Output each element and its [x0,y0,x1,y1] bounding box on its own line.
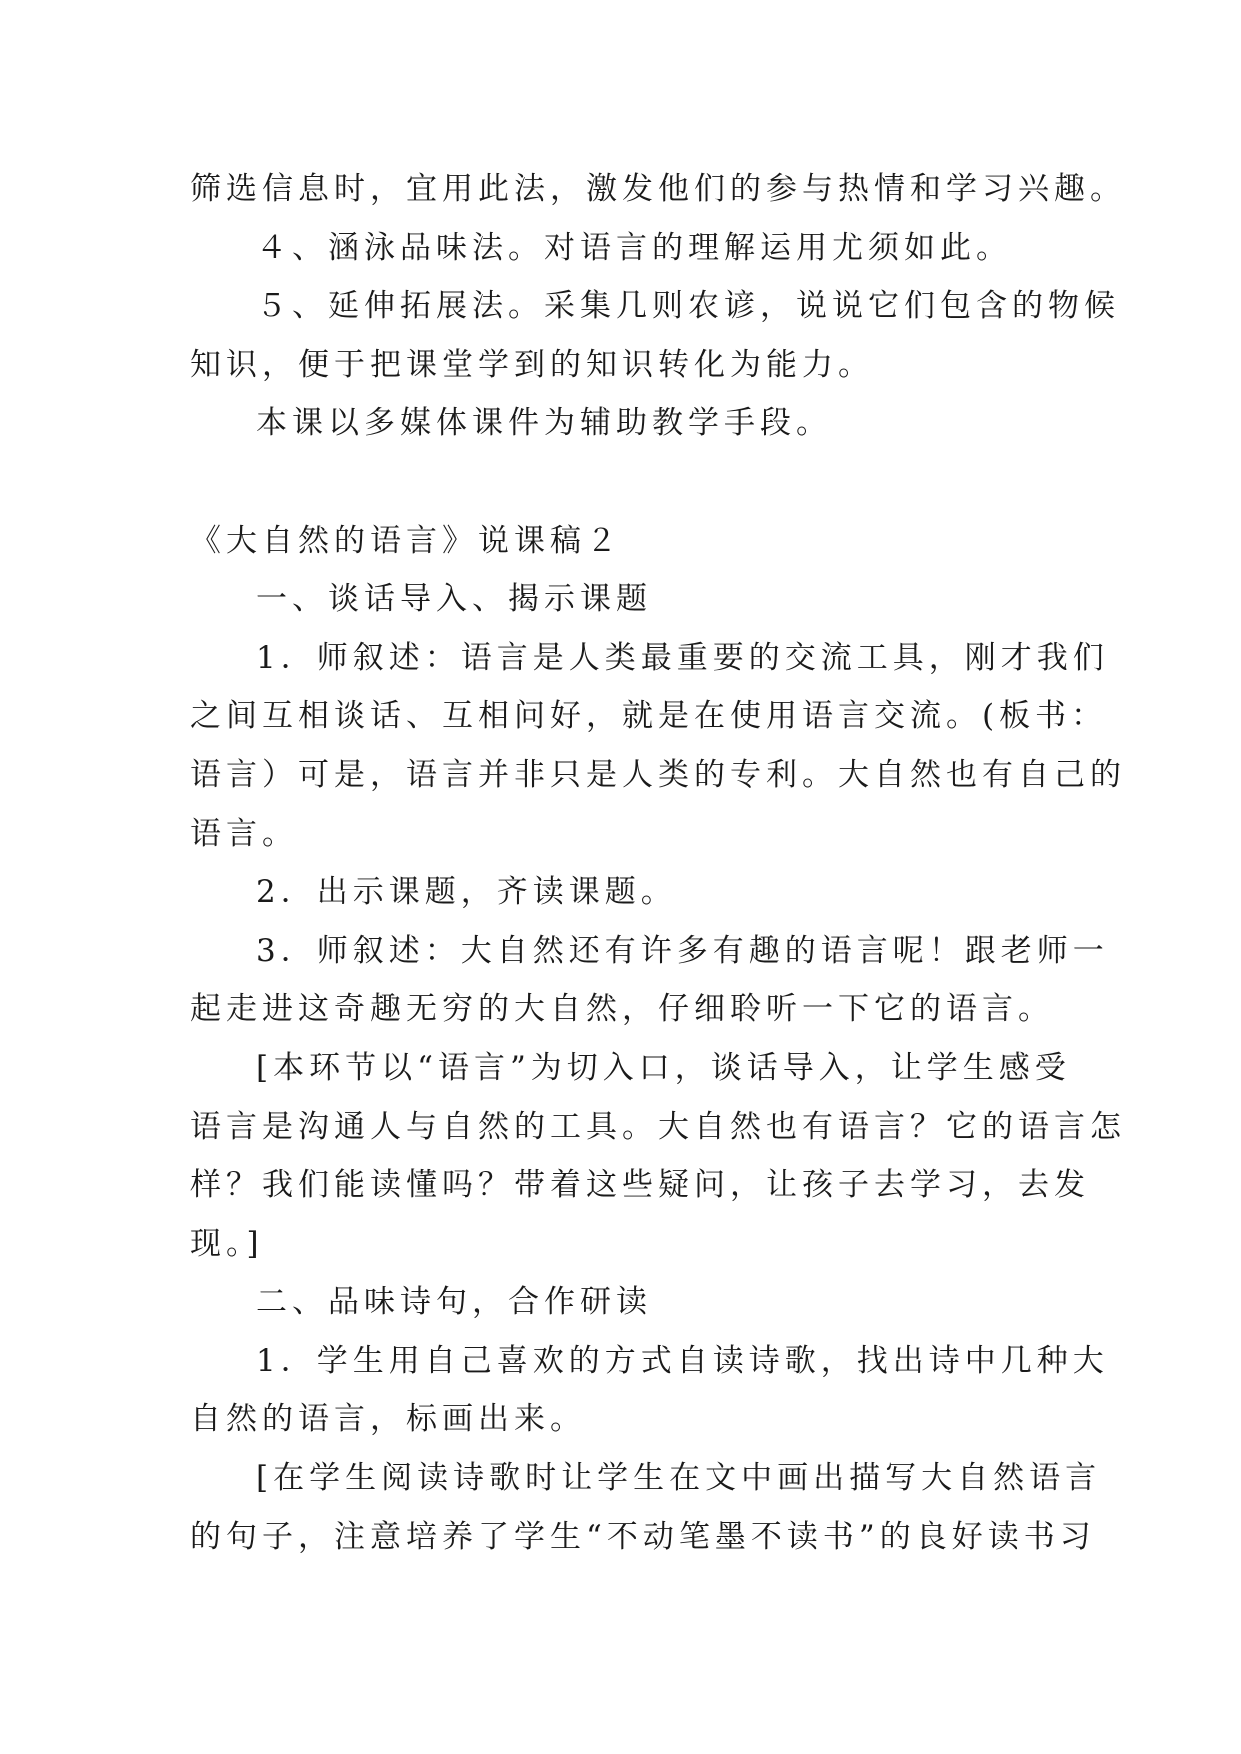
section-heading: 二、品味诗句，合作研读 [256,1284,652,1321]
text-line: ５、延伸拓展法。采集几则农谚，说说它们包含的物候 [256,288,1120,325]
text-line: 本课以多媒体课件为辅助教学手段。 [256,405,832,442]
text-line: 1．学生用自己喜欢的方式自读诗歌，找出诗中几种大 [256,1342,1109,1379]
text-line: 语言。 [190,815,298,852]
text-line: 起走进这奇趣无穷的大自然，仔细聆听一下它的语言。 [190,991,1054,1028]
text-line: 语言是沟通人与自然的工具。大自然也有语言？它的语言怎 [190,1108,1126,1145]
text-line: 语言）可是，语言并非只是人类的专利。大自然也有自己的 [190,756,1126,793]
text-line: 1．师叙述：语言是人类最重要的交流工具，刚才我们 [256,639,1109,676]
text-line: 之间互相谈话、互相问好，就是在使用语言交流。(板书： [190,698,1108,735]
text-line: [本环节以“语言”为切入口，谈话导入，让学生感受 [256,1049,1071,1086]
text-line: ４、涵泳品味法。对语言的理解运用尤须如此。 [256,229,1012,266]
blank-line [190,453,1070,512]
text-line: [在学生阅读诗歌时让学生在文中画出描写大自然语言 [256,1460,1102,1497]
text-line: 现。] [190,1225,264,1262]
text-line: 知识，便于把课堂学到的知识转化为能力。 [190,346,874,383]
text-line: 样？我们能读懂吗？带着这些疑问，让孩子去学习，去发 [190,1167,1090,1204]
text-line: 3．师叙述：大自然还有许多有趣的语言呢！跟老师一 [256,932,1109,969]
text-line: 2．出示课题，齐读课题。 [256,874,677,911]
document-body [190,160,1126,1566]
text-line: 的句子，注意培养了学生“不动笔墨不读书”的良好读书习 [190,1518,1096,1555]
text-line: 筛选信息时，宜用此法，激发他们的参与热情和学习兴趣。 [190,171,1126,207]
text-line: 自然的语言，标画出来。 [190,1401,586,1438]
section-title: 《大自然的语言》说课稿２ [190,522,622,559]
section-heading: 一、谈话导入、揭示课题 [256,581,652,618]
